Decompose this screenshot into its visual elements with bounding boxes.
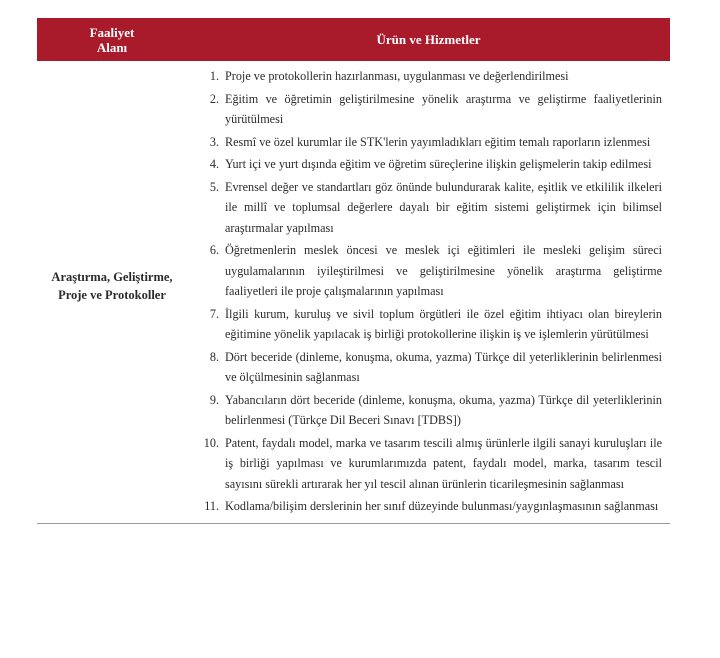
category-line2: Proje ve Protokoller (58, 287, 166, 302)
header-products-services: Ürün ve Hizmetler (376, 31, 481, 47)
table-header (37, 18, 670, 61)
list-item (197, 347, 662, 388)
list-item-number: 1. (209, 69, 219, 83)
list-item-text: Kodlama/bilişim derslerinin her sınıf düzeyinde bulunması/yaygınlaşmasının sağlanması (225, 499, 659, 513)
list-item-number: 5. (209, 179, 219, 194)
category-line1: Araştırma, Geliştirme, (51, 269, 173, 284)
list-item (197, 89, 662, 130)
list-item (197, 132, 662, 153)
list-item (197, 304, 662, 345)
category-cell (37, 61, 187, 523)
list-item-number: 6. (209, 243, 219, 257)
items-list (197, 66, 662, 517)
list-item-text: Eğitim ve öğretimin geliştirilmesine yönelik araştırma ve geliştirme faaliyetlerinin yürütülmesi (225, 91, 662, 126)
list-item (197, 177, 662, 239)
items-cell (187, 61, 670, 523)
list-item-text: Evrensel değer ve standartları göz önünde bulundurarak kalite, eşitlik ve etkililik ilkeleri ile millî ve toplumsal değerlere dayalı bir eğitim sistemi geliştirmek için bilimsel araştırmalar yapılması (225, 179, 662, 235)
list-item (197, 240, 662, 302)
activity-table (37, 18, 670, 524)
list-item-text: Yabancıların dört beceride (dinleme, konuşma, okuma, yazma) Türkçe dil yeterliklerinin belirlenmesi (Türkçe Dil Beceri Sınavı [TDBS]) (225, 392, 662, 427)
list-item-number: 8. (209, 349, 219, 364)
header-activity-line2: Alanı (96, 39, 128, 55)
header-activity-area (37, 18, 187, 61)
list-item-text: Proje ve protokollerin hazırlanması, uygulanması ve değerlendirilmesi (225, 69, 569, 83)
list-item-number: 9. (209, 392, 219, 407)
list-item (197, 390, 662, 431)
list-item-text: Resmî ve özel kurumlar ile STK'lerin yayımladıkları eğitim temalı raporların izlenmesi (225, 134, 651, 149)
list-item (197, 496, 662, 517)
header-activity-line1: Faaliyet (89, 24, 135, 40)
list-item-number: 3. (209, 134, 219, 149)
list-item-number: 7. (209, 306, 219, 321)
list-item-number: 4. (209, 157, 219, 171)
list-item-text: Öğretmenlerin meslek öncesi ve meslek içi eğitimleri ile mesleki gelişim süreci uygulamalarının iyileştirilmesi ve geliştirilmesine yönelik araştırma geliştirme faaliyetleri ile proje çalışmalarının yapılması (225, 243, 662, 298)
list-item (197, 66, 662, 87)
list-item-text: Patent, faydalı model, marka ve tasarım tescili almış ürünlerle ilgili sanayi kuruluşları ile iş birliği yapılması ve kurumlarımızda patent, faydalı model, marka, tasarım tescil sayısını sürekli artırarak her yıl tescil alınan ürünlerin ticarileşmesinin sağlanması (225, 435, 662, 491)
list-item (197, 154, 662, 175)
list-item-number: 10. (203, 435, 219, 450)
list-item (197, 433, 662, 495)
list-item-number: 2. (209, 91, 219, 106)
list-item-text: Yurt içi ve yurt dışında eğitim ve öğretim süreçlerine ilişkin gelişmelerin takip edilmesi (225, 157, 652, 171)
list-item-number: 11. (204, 499, 219, 513)
list-item-text: Dört beceride (dinleme, konuşma, okuma, yazma) Türkçe dil yeterliklerinin belirlenmesi ve ölçülmesinin sağlanması (225, 349, 662, 384)
table-row (37, 61, 670, 523)
table-bottom-border (37, 523, 670, 524)
list-item-text: İlgili kurum, kuruluş ve sivil toplum örgütleri ile özel eğitim ihtiyacı olan bireylerin eğitimine yönelik yapılacak iş birliği protokollerine ilişkin iş ve işlemlerin yürütülmesi (225, 306, 662, 341)
